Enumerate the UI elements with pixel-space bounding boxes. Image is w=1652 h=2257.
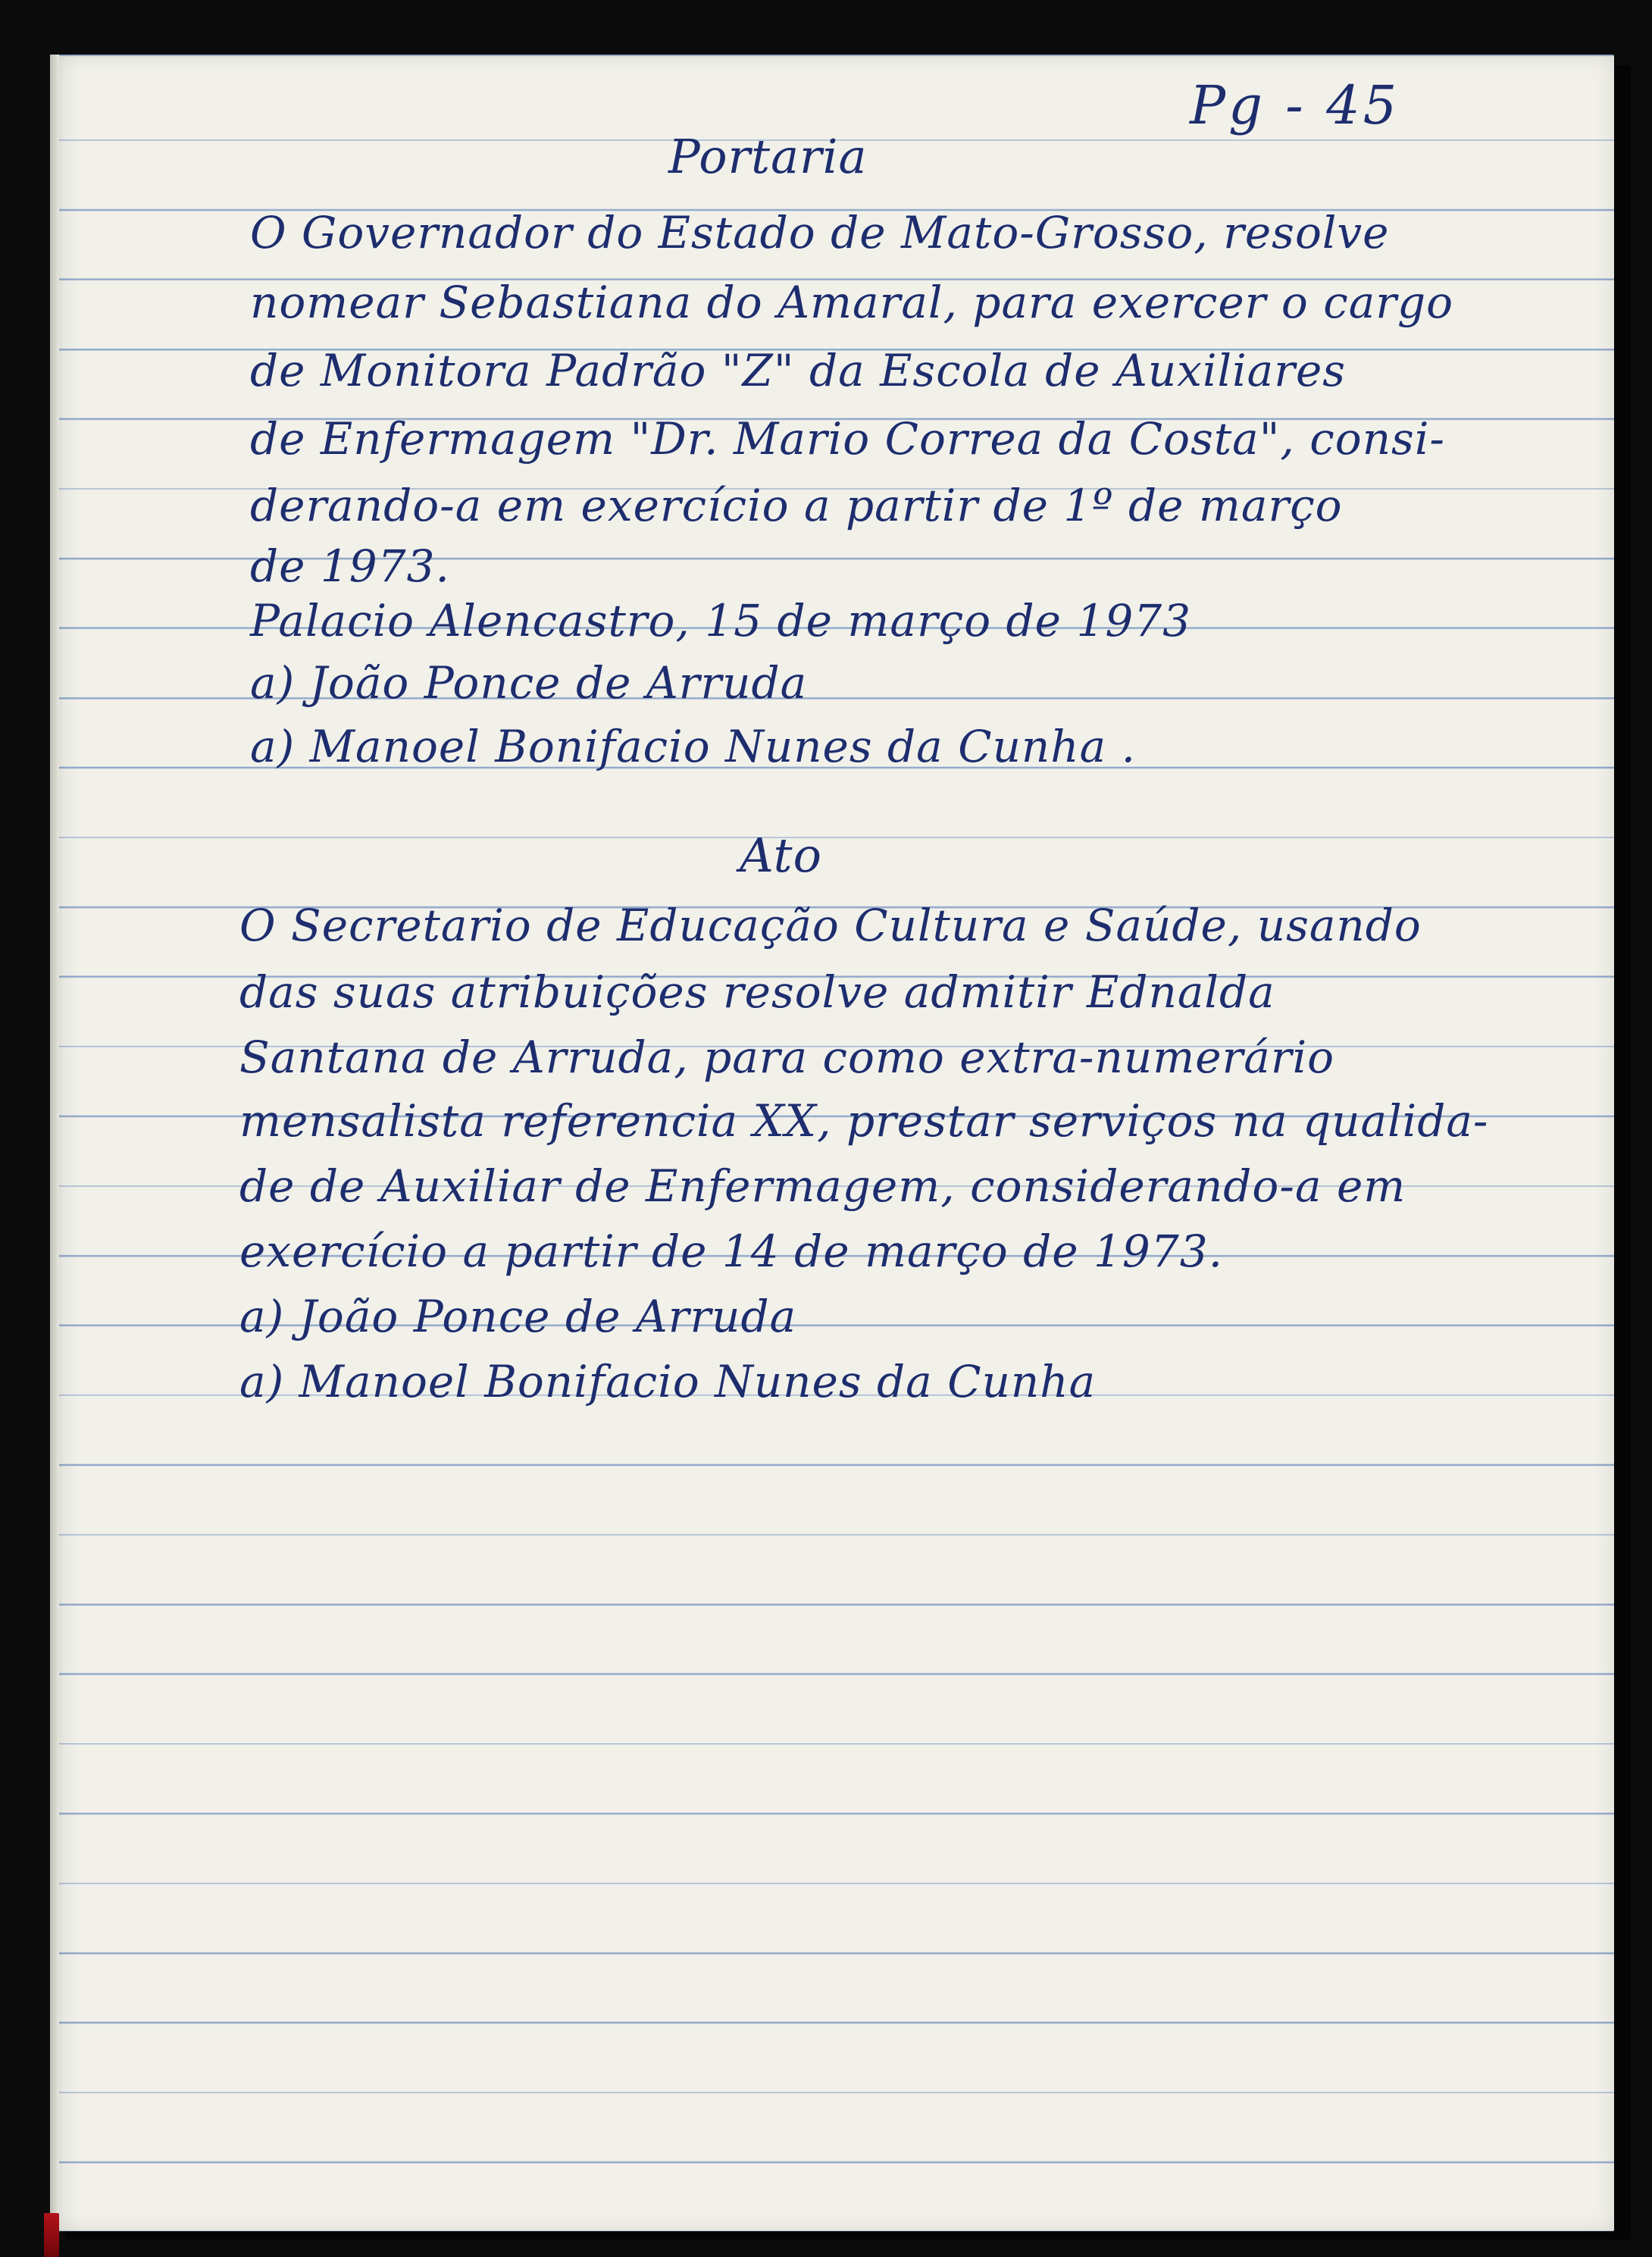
ato-line-2: das suas atribuições resolve admitir Ednalda [239, 966, 1275, 1018]
notebook-page [50, 55, 1614, 2231]
portaria-line-4: de Enfermagem "Dr. Mario Correa da Costa", consi- [250, 413, 1445, 465]
portaria-line-1: O Governador do Estado de Mato-Grosso, resolve [250, 207, 1390, 258]
portaria-line-2: nomear Sebastiana do Amaral, para exercer o cargo [250, 277, 1454, 328]
portaria-line-3: de Monitora Padrão "Z" da Escola de Auxiliares [250, 345, 1347, 396]
portaria-signature-1: a) João Ponce de Arruda [250, 657, 808, 709]
page-number: Pg - 45 [1190, 74, 1400, 136]
ato-line-6: exercício a partir de 14 de março de 1973. [239, 1226, 1224, 1277]
ato-signature-2: a) Manoel Bonifacio Nunes da Cunha [239, 1356, 1097, 1407]
portaria-line-5: derando-a em exercício a partir de 1º de março [250, 480, 1343, 531]
ato-line-3: Santana de Arruda, para como extra-numerário [239, 1031, 1335, 1083]
ato-signature-1: a) João Ponce de Arruda [239, 1291, 797, 1342]
ato-line-1: O Secretario de Educação Cultura e Saúde, usando [239, 900, 1422, 951]
page-binding [50, 55, 59, 2231]
portaria-heading: Portaria [668, 129, 868, 184]
bookmark-ribbon [44, 2213, 59, 2257]
portaria-line-6: de 1973. [250, 540, 450, 592]
ato-heading: Ato [740, 828, 822, 883]
ato-line-4: mensalista referencia XX, prestar serviços na qualida- [239, 1095, 1489, 1147]
portaria-place-date: Palacio Alencastro, 15 de março de 1973 [250, 595, 1192, 646]
portaria-signature-2: a) Manoel Bonifacio Nunes da Cunha . [250, 721, 1137, 772]
ato-line-5: de de Auxiliar de Enfermagem, considerando-a em [239, 1160, 1406, 1212]
